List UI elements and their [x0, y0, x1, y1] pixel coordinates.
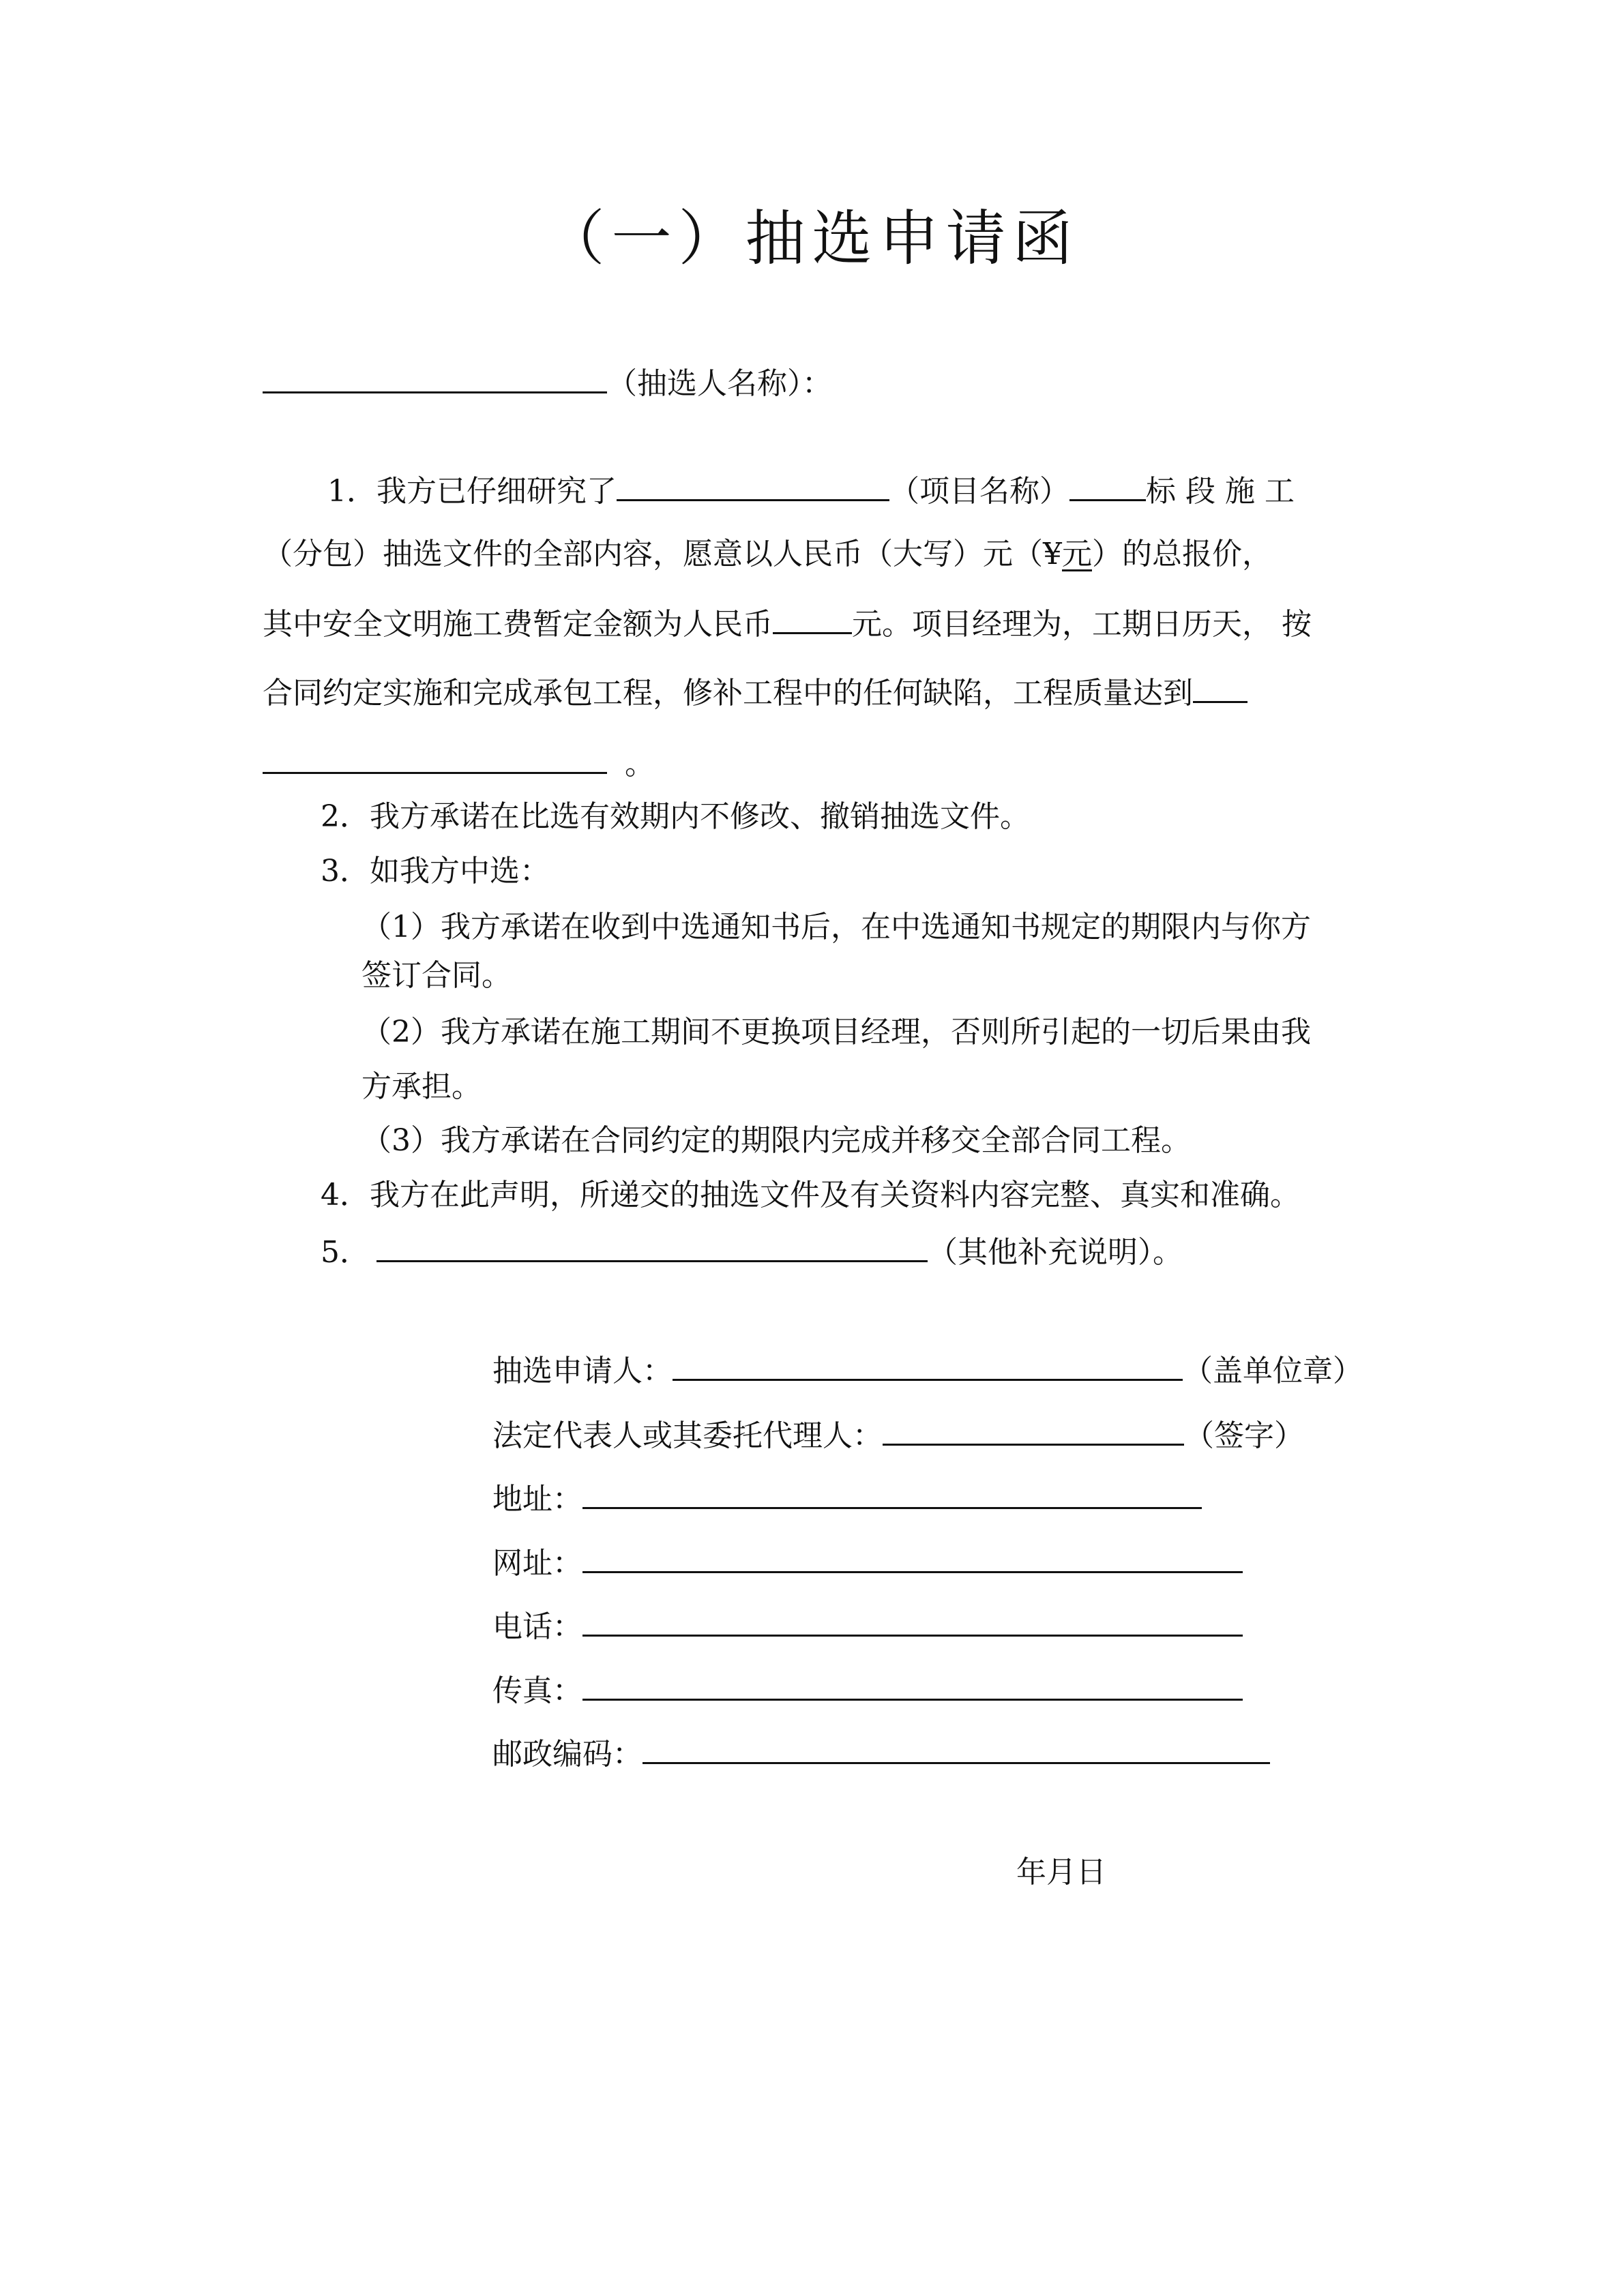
representative-field[interactable]	[883, 1414, 1184, 1446]
address-line	[492, 1477, 1202, 1519]
quality-blank[interactable]	[263, 742, 607, 774]
price-unit-underlined: 元	[1062, 537, 1092, 571]
paragraph1-line5-end: 。	[625, 747, 655, 781]
sub-item-2-line1: （2）我方承诺在施工期间不更换项目经理，否则所引起的一切后果由我	[361, 1015, 1311, 1049]
item-4: 4．我方在此声明，所递交的抽选文件及有关资料内容完整、真实和准确。	[321, 1178, 1300, 1212]
paragraph1-line2	[263, 535, 1272, 573]
fax-field[interactable]	[582, 1669, 1243, 1701]
paragraph1-line2-text-b: ）的总报价，	[1092, 537, 1272, 571]
website-line	[492, 1541, 1243, 1583]
paragraph1-line1	[327, 469, 1295, 511]
fax-line	[492, 1669, 1243, 1710]
paragraph1-number: 1．	[327, 474, 377, 509]
addressee-suffix: （抽选人名称）：	[607, 366, 832, 401]
paragraph1-line4-text: 合同约定实施和完成承包工程，修补工程中的任何缺陷，工程质量达到	[263, 676, 1193, 711]
applicant-suffix: （盖单位章）	[1183, 1354, 1363, 1388]
paragraph1-line3	[263, 602, 1312, 644]
other-notes-blank[interactable]	[377, 1230, 928, 1262]
paragraph1-line3-text-a: 其中安全文明施工费暂定金额为人民币	[263, 607, 773, 642]
addressee-blank[interactable]	[263, 361, 607, 393]
phone-field[interactable]	[582, 1605, 1243, 1637]
applicant-field[interactable]	[673, 1349, 1183, 1381]
date-line: 年月日	[1016, 1855, 1106, 1890]
item-5-number: 5．	[321, 1235, 370, 1270]
item-5	[321, 1230, 1183, 1272]
postcode-line	[492, 1732, 1270, 1774]
sub-item-1-line1: （1）我方承诺在收到中选通知书后，在中选通知书规定的期限内与你方	[361, 910, 1311, 944]
phone-line	[492, 1605, 1243, 1646]
safety-fee-blank[interactable]	[773, 602, 852, 634]
address-label: 地址：	[492, 1482, 582, 1517]
applicant-label: 抽选申请人：	[492, 1354, 673, 1388]
paragraph1-line1-text-c: 标 段 施 工	[1146, 474, 1295, 509]
item-3: 3．如我方中选：	[321, 854, 550, 889]
paragraph1-line1-text-a: 我方已仔细研究了	[377, 474, 617, 509]
postcode-field[interactable]	[643, 1732, 1270, 1764]
representative-line	[492, 1414, 1304, 1455]
item-5-suffix: （其他补充说明）。	[928, 1235, 1183, 1270]
fax-label: 传真：	[492, 1673, 582, 1708]
addressee-line	[263, 361, 832, 403]
section-blank[interactable]	[1069, 469, 1146, 501]
paragraph1-line4	[263, 671, 1247, 713]
sub-item-1-line2: 签订合同。	[361, 958, 512, 993]
phone-label: 电话：	[492, 1609, 582, 1644]
paragraph1-line1-text-b: （项目名称）	[889, 474, 1069, 509]
website-label: 网址：	[492, 1546, 582, 1581]
sub-item-3: （3）我方承诺在合同约定的期限内完成并移交全部合同工程。	[361, 1123, 1191, 1158]
paragraph1-line3-text-b: 元。项目经理为，工期日历天， 按	[852, 607, 1312, 642]
project-name-blank[interactable]	[617, 469, 889, 501]
sub-item-2-line2: 方承担。	[361, 1069, 482, 1104]
item-2: 2．我方承诺在比选有效期内不修改、撤销抽选文件。	[321, 799, 1030, 834]
paragraph1-line2-text-a: （分包）抽选文件的全部内容，愿意以人民币（大写）元（¥	[263, 537, 1062, 571]
postcode-label: 邮政编码：	[492, 1737, 643, 1772]
address-field[interactable]	[582, 1477, 1202, 1509]
paragraph1-line5	[263, 742, 655, 784]
website-field[interactable]	[582, 1541, 1243, 1573]
representative-suffix: （签字）	[1184, 1418, 1304, 1453]
page-title: （一）抽选申请函	[544, 203, 1080, 273]
representative-label: 法定代表人或其委托代理人：	[492, 1418, 883, 1453]
quality-blank-start[interactable]	[1193, 671, 1247, 703]
applicant-line	[492, 1349, 1363, 1390]
